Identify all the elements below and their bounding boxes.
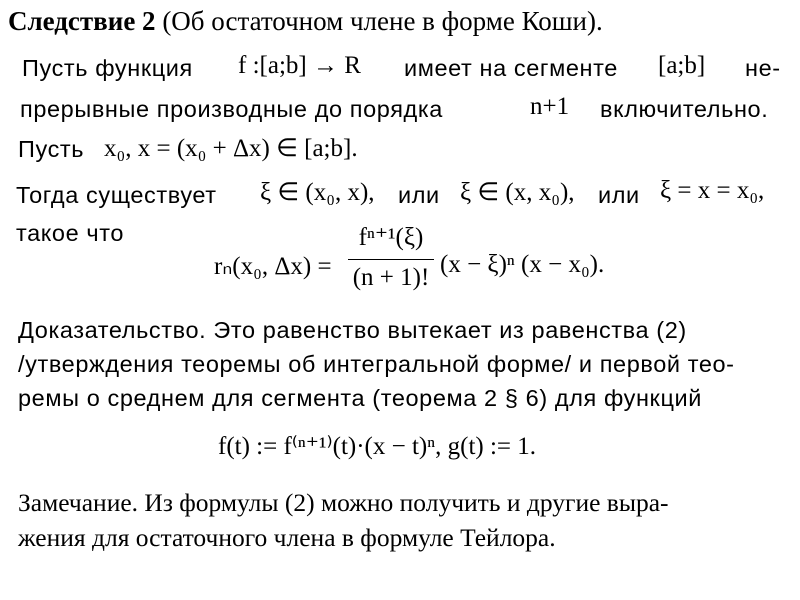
para2-math-1: ξ ∈ (x₀, x), (260, 179, 375, 206)
formula2: f(t) := f⁽ⁿ⁺¹⁾(t)·(x − t)ⁿ, g(t) := 1. (218, 433, 537, 460)
formula1-denominator: (n + 1)! (352, 264, 430, 291)
para1-text-6: Пусть (18, 136, 85, 162)
formula1-lhs: rₙ(x₀, Δx) = (214, 253, 332, 280)
corollary-title (8, 6, 603, 37)
para2-text-2: или (398, 182, 440, 208)
para1-math-points: x₀, x = (x₀ + Δx) ∈ [a;b]. (104, 135, 358, 162)
para1-math-mapping: f :[a;b] → R (238, 52, 361, 79)
para1-math-segment: [a;b] (658, 52, 706, 79)
para1-text-2: имеет на сегменте (404, 55, 618, 81)
para1-text-1: Пусть функция (22, 55, 193, 81)
fraction-bar (348, 259, 434, 260)
formula1-numerator: fⁿ⁺¹(ξ) (358, 224, 424, 251)
para2-text-1: Тогда существует (16, 182, 217, 208)
para2-text-4: такое что (16, 220, 124, 246)
formula1-fraction (348, 222, 434, 298)
para1-math-order: n+1 (530, 93, 570, 120)
para1-text-5: включительно. (600, 96, 769, 122)
remark-line-1: Замечание. Из формулы (2) можно получить и другие выра- (18, 488, 669, 517)
para2-math-3: ξ = x = x₀, (660, 177, 765, 204)
para2-text-3: или (598, 182, 640, 208)
para1-text-4: прерывные производные до порядка (20, 96, 443, 122)
proof-line-2: /утверждения теоремы об интегральной форме/ и первой тео- (18, 351, 735, 377)
remark-line-2: жения для остаточного члена в формуле Тейлора. (18, 523, 556, 552)
formula1-rhs: (x − ξ)ⁿ (x − x₀). (440, 251, 605, 278)
corollary-label: Следствие 2 (8, 6, 156, 36)
proof-line-3: ремы о среднем для сегмента (теорема 2 § 6) для функций (18, 385, 702, 411)
corollary-subtitle: (Об остаточном члене в форме Коши). (155, 6, 603, 36)
proof-line-1: Доказательство. Это равенство вытекает из равенства (2) (18, 317, 687, 343)
para1-text-3: не- (745, 55, 781, 81)
para2-math-2: ξ ∈ (x, x₀), (460, 179, 575, 206)
